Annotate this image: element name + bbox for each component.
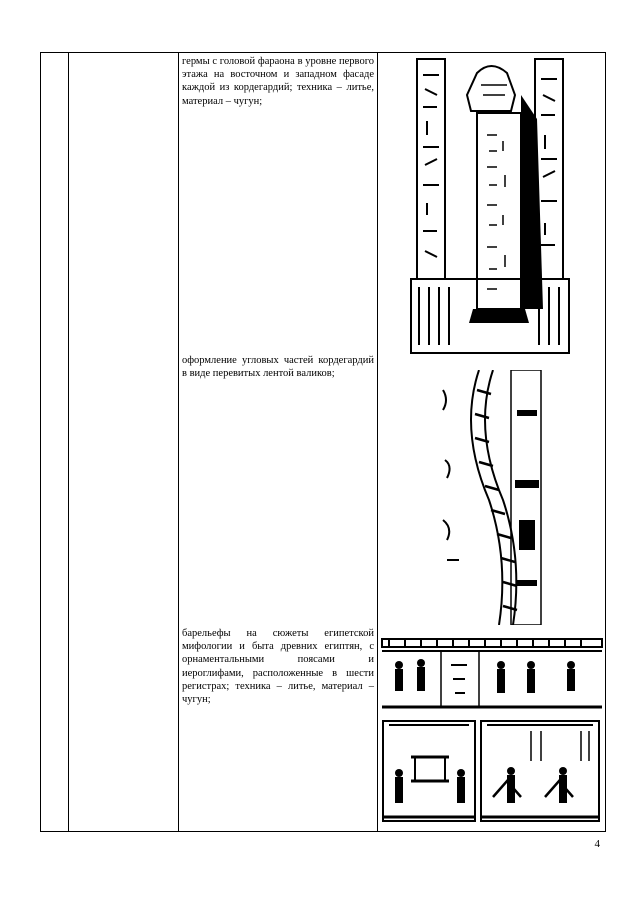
column-divider [377, 53, 378, 831]
page-number: 4 [594, 838, 600, 850]
photo-herm-pharaoh [407, 55, 573, 357]
photo-corner-rolls [439, 370, 543, 625]
row-text-relief: барельефы на сюжеты египетской мифологии и быта древних египтян, с орнаментальными поясами и иероглифами, расположенные в шести регистрах; техника – литье, материал – чугун; [182, 628, 374, 706]
photo-relief-panels [381, 717, 601, 825]
row-text-herm: гермы с головой фараона в уровне первого этажа на восточном и западном фасаде каждой из кордегардий; техника – литье, материал – чугун; [182, 56, 374, 107]
photo-relief-frieze [381, 635, 603, 709]
row-text-corner: оформление угловых частей кордегардий в виде перевитых лентой валиков; [182, 355, 374, 380]
column-divider [68, 53, 69, 831]
column-divider [178, 53, 179, 831]
document-table [40, 52, 606, 832]
